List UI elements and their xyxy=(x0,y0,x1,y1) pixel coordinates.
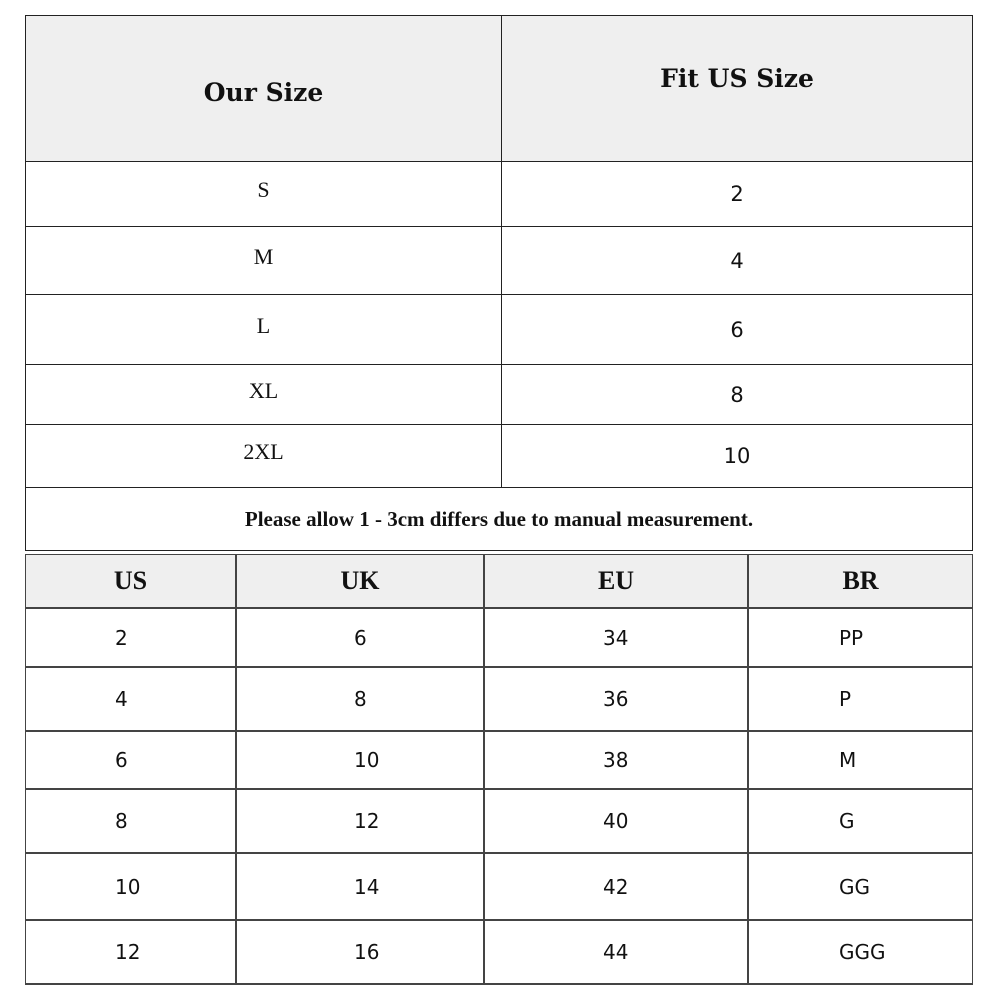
fit-us-size-cell: 10 xyxy=(723,444,751,468)
our-size-cell: XL xyxy=(26,365,502,424)
header-uk: UK xyxy=(237,555,485,607)
table-row xyxy=(26,227,972,295)
uk-size-cell: 12 xyxy=(237,790,485,852)
size-conversion-table xyxy=(25,554,973,985)
eu-size-cell: 42 xyxy=(485,854,749,919)
uk-size-cell: 14 xyxy=(237,854,485,919)
fit-us-size-cell: 8 xyxy=(730,382,744,407)
br-size-cell: G xyxy=(839,809,855,833)
table-row xyxy=(26,162,972,227)
us-size-cell: 6 xyxy=(26,732,237,788)
header-us: US xyxy=(26,555,237,607)
eu-size-cell: 40 xyxy=(485,790,749,852)
size-fit-table xyxy=(25,15,973,551)
us-size-cell: 8 xyxy=(26,790,237,852)
measurement-note: Please allow 1 - 3cm differs due to manual measurement. xyxy=(244,506,754,531)
table-row xyxy=(26,425,972,488)
table-row xyxy=(26,790,972,854)
our-size-cell: S xyxy=(26,162,502,226)
table-header-row xyxy=(26,555,972,609)
br-size-cell: PP xyxy=(839,625,864,650)
eu-size-cell: 44 xyxy=(485,921,749,983)
fit-us-size-cell: 2 xyxy=(730,182,744,206)
br-size-cell: GG xyxy=(839,874,870,899)
our-size-cell: 2XL xyxy=(26,425,502,487)
table-row xyxy=(26,609,972,668)
fit-us-size-cell: 6 xyxy=(730,317,744,342)
fit-us-size-cell: 4 xyxy=(730,248,744,273)
br-size-cell: GGG xyxy=(839,940,886,964)
uk-size-cell: 10 xyxy=(237,732,485,788)
eu-size-cell: 34 xyxy=(485,609,749,666)
our-size-cell: L xyxy=(26,295,502,364)
br-size-cell: M xyxy=(839,748,857,772)
table-row xyxy=(26,365,972,425)
header-br: BR xyxy=(842,566,879,595)
table-row xyxy=(26,668,972,732)
table-row xyxy=(26,732,972,790)
uk-size-cell: 6 xyxy=(237,609,485,666)
our-size-cell: M xyxy=(26,227,502,294)
us-size-cell: 4 xyxy=(26,668,237,730)
br-size-cell: P xyxy=(839,687,852,711)
table-header-row xyxy=(26,16,972,162)
uk-size-cell: 8 xyxy=(237,668,485,730)
table-row xyxy=(26,921,972,983)
us-size-cell: 2 xyxy=(26,609,237,666)
uk-size-cell: 16 xyxy=(237,921,485,983)
us-size-cell: 10 xyxy=(26,854,237,919)
header-eu: EU xyxy=(485,555,749,607)
header-our-size: Our Size xyxy=(26,16,502,161)
header-fit-us-size: Fit US Size xyxy=(660,64,814,93)
table-row xyxy=(26,854,972,921)
eu-size-cell: 38 xyxy=(485,732,749,788)
table-row xyxy=(26,295,972,365)
eu-size-cell: 36 xyxy=(485,668,749,730)
us-size-cell: 12 xyxy=(26,921,237,983)
